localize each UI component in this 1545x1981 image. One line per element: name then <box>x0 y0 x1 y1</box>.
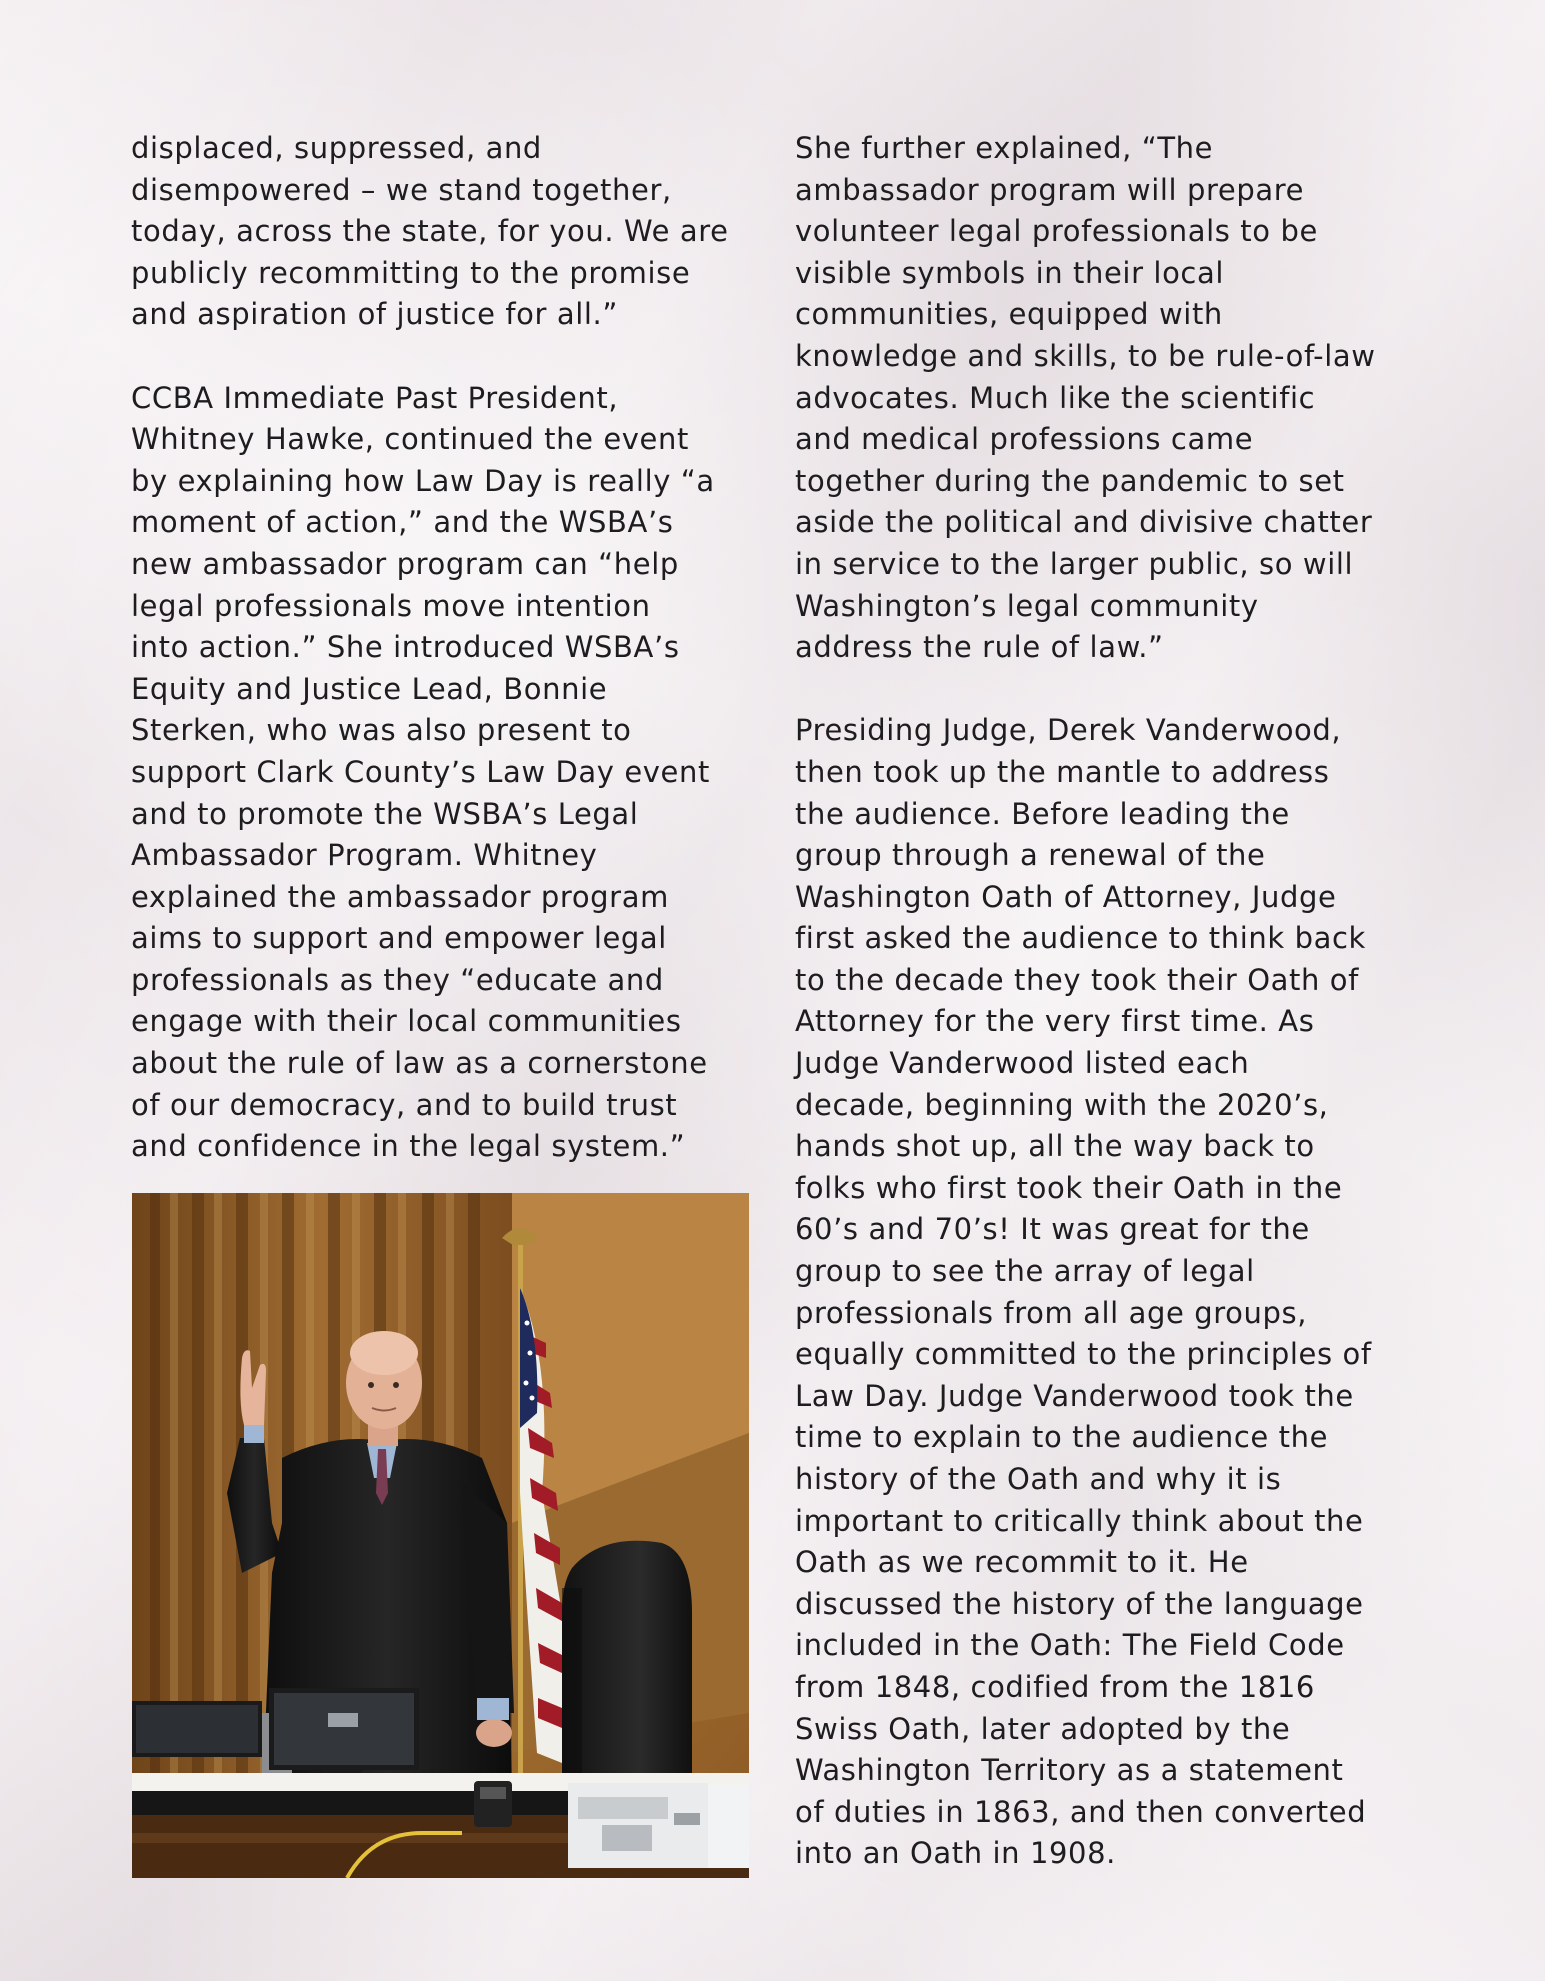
text-line: important to critically think about the <box>795 1503 1364 1538</box>
right-column <box>795 128 1425 1917</box>
text-line: legal professionals move intention <box>131 588 651 623</box>
paragraph-whitney-hawke <box>131 378 761 1168</box>
text-line: equally committed to the principles of <box>795 1337 1372 1372</box>
text-line: Presiding Judge, Derek Vanderwood, <box>795 713 1342 748</box>
text-line: about the rule of law as a cornerstone <box>131 1046 708 1081</box>
text-line: in service to the larger public, so will <box>795 546 1354 581</box>
text-line: address the rule of law.” <box>795 630 1164 665</box>
paragraph-ambassador-program <box>795 128 1425 669</box>
text-line: CCBA Immediate Past President, <box>131 380 619 415</box>
left-column <box>131 128 761 1209</box>
text-line: Sterken, who was also present to <box>131 713 632 748</box>
judge-photo <box>132 1193 749 1878</box>
text-line: explained the ambassador program <box>131 879 669 914</box>
text-line: and confidence in the legal system.” <box>131 1129 686 1164</box>
text-line: folks who first took their Oath in the <box>795 1170 1343 1205</box>
text-line: Ambassador Program. Whitney <box>131 838 598 873</box>
text-line: group to see the array of legal <box>795 1254 1255 1289</box>
text-line: 60’s and 70’s! It was great for the <box>795 1212 1310 1247</box>
text-line: engage with their local communities <box>131 1004 682 1039</box>
text-line: She further explained, “The <box>795 131 1214 165</box>
text-line: and medical professions came <box>795 422 1254 457</box>
text-line: the audience. Before leading the <box>795 796 1290 831</box>
text-line: Washington’s legal community <box>795 588 1259 623</box>
text-line: today, across the state, for you. We are <box>131 214 729 249</box>
text-line: professionals as they “educate and <box>131 962 664 997</box>
text-line: by explaining how Law Day is really “a <box>131 463 715 498</box>
text-line: first asked the audience to think back <box>795 921 1366 956</box>
text-line: history of the Oath and why it is <box>795 1462 1282 1496</box>
text-line: aside the political and divisive chatter <box>795 505 1373 540</box>
text-line: Washington Territory as a statement <box>795 1753 1344 1788</box>
text-line: communities, equipped with <box>795 297 1223 332</box>
text-line: of our democracy, and to build trust <box>131 1087 678 1122</box>
text-line: together during the pandemic to set <box>795 463 1345 498</box>
text-line: Washington Oath of Attorney, Judge <box>795 879 1337 914</box>
judge-chair <box>562 1541 692 1793</box>
text-line: discussed the history of the language <box>795 1586 1364 1621</box>
text-line: displaced, suppressed, and <box>131 131 542 165</box>
text-line: included in the Oath: The Field Code <box>795 1628 1345 1663</box>
text-line: publicly recommitting to the promise <box>131 255 691 290</box>
text-line: into action.” She introduced WSBA’s <box>131 630 680 665</box>
text-line: volunteer legal professionals to be <box>795 214 1318 249</box>
text-line: Law Day. Judge Vanderwood took the <box>795 1378 1354 1413</box>
text-line: Judge Vanderwood listed each <box>795 1046 1250 1081</box>
text-line: disempowered – we stand together, <box>131 172 672 207</box>
judge-oath-illustration <box>132 1193 749 1878</box>
text-line: Whitney Hawke, continued the event <box>131 422 689 457</box>
text-line: ambassador program will prepare <box>795 172 1305 207</box>
text-line: time to explain to the audience the <box>795 1420 1329 1455</box>
text-line: then took up the mantle to address <box>795 754 1330 789</box>
text-line: of duties in 1863, and then converted <box>795 1794 1367 1829</box>
text-line: professionals from all age groups, <box>795 1295 1308 1330</box>
text-line: decade, beginning with the 2020’s, <box>795 1087 1329 1122</box>
text-line: and aspiration of justice for all.” <box>131 297 618 332</box>
text-line: into an Oath in 1908. <box>795 1836 1116 1871</box>
text-line: Swiss Oath, later adopted by the <box>795 1711 1291 1746</box>
text-line: knowledge and skills, to be rule-of-law <box>795 338 1376 373</box>
text-line: aims to support and empower legal <box>131 921 667 956</box>
text-line: Oath as we recommit to it. He <box>795 1545 1249 1580</box>
printer <box>568 1783 749 1868</box>
text-line: hands shot up, all the way back to <box>795 1129 1315 1164</box>
text-line: visible symbols in their local <box>795 255 1224 290</box>
text-line: to the decade they took their Oath of <box>795 962 1359 997</box>
text-line: and to promote the WSBA’s Legal <box>131 796 639 831</box>
text-line: support Clark County’s Law Day event <box>131 754 710 789</box>
text-line: moment of action,” and the WSBA’s <box>131 505 674 540</box>
text-line: advocates. Much like the scientific <box>795 380 1316 415</box>
text-line: new ambassador program can “help <box>131 546 679 581</box>
paragraph-judge-vanderwood <box>795 710 1425 1875</box>
text-line: Equity and Justice Lead, Bonnie <box>131 671 608 706</box>
text-line: Attorney for the very first time. As <box>795 1004 1315 1039</box>
paragraph-closing-quote <box>131 128 761 336</box>
text-line: group through a renewal of the <box>795 838 1266 873</box>
text-line: from 1848, codified from the 1816 <box>795 1669 1315 1704</box>
